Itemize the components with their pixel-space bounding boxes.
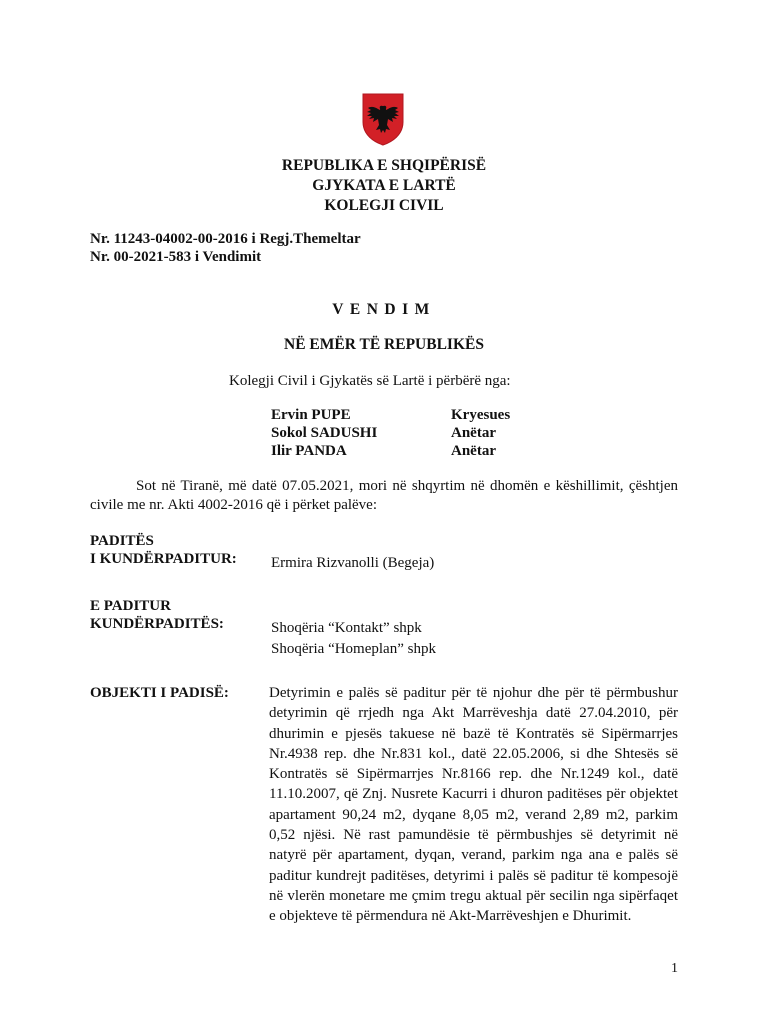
composition-statement: Kolegji Civil i Gjykatës së Lartë i përbërë nga: — [229, 373, 511, 389]
judge-row — [271, 424, 510, 442]
judge-row — [271, 442, 510, 460]
page-number: 1 — [671, 961, 678, 976]
defendant-label — [90, 597, 224, 633]
intro-paragraph-text: Sot në Tiranë, më datë 07.05.2021, mori në shqyrtim në dhomën e këshillimit, çështjen civile me nr. Akti 4002-2016 që i përket palëve: — [90, 478, 678, 513]
document-title: VENDIM — [332, 301, 436, 318]
judges-panel — [271, 406, 510, 460]
defendant-name: Shoqëria “Kontakt” shpk — [271, 620, 422, 636]
plaintiff-label-line1: PADITËS — [90, 533, 154, 549]
header-court: GJYKATA E LARTË — [312, 177, 456, 194]
lawsuit-object-text: Detyrimin e palës së paditur për të njohur dhe për të përmbushur detyrimin që rrjedh nga Akt Marrëveshja datë 27.04.2010, për dhurimin e pjesës takuese në bazë të Kontratës së Sipërmarrjes Nr.4938 rep. dhe Nr.831 kol., datë 22.05.2006, si dhe Shtesës së Kontratës së Sipërmarrjes Nr.8166 rep. dhe Nr.1249 kol., datë 11.10.2007, që Znj. Nusrete Kacurri i dhuron paditëses për objektet apartament 90,24 m2, dyqane 8,05 m2, verand 2,89 m2, parkim 0,52 njësi. Në rast pamundësie të përmbushjes së detyrimit në natyrë për apartament, dyqan, verand, parkim nga ana e palës së paditur kundrejt paditëses, detyrimi i palës së paditur të kompesojë në vlerën monetare me çmim tregu aktual për secilin nga sipërfaqet e objekteve të përmendura në Akt-Marrëveshjen e Dhurimit. — [269, 685, 678, 925]
judge-role: Anëtar — [451, 425, 496, 441]
judge-name: Ilir PANDA — [271, 443, 347, 459]
registry-number-vendimit: Nr. 00-2021-583 i Vendimit — [90, 249, 262, 265]
albanian-eagle-emblem-icon — [361, 92, 405, 146]
plaintiff-name: Ermira Rizvanolli (Begeja) — [271, 555, 435, 571]
plaintiff-label-line2: I KUNDËRPADITUR: — [90, 551, 237, 567]
intro-paragraph — [90, 477, 678, 514]
judge-row — [271, 406, 510, 424]
defendant-label-line2: KUNDËRPADITËS: — [90, 616, 224, 632]
registry-numbers — [90, 230, 361, 266]
judge-role: Kryesues — [451, 407, 511, 423]
plaintiff-label — [90, 532, 237, 568]
header-republic: REPUBLIKA E SHQIPËRISË — [281, 157, 487, 174]
document-subtitle: NË EMËR TË REPUBLIKËS — [284, 336, 484, 353]
court-header — [0, 156, 768, 216]
lawsuit-object-label: OBJEKTI I PADISË: — [90, 685, 229, 701]
judge-name: Sokol SADUSHI — [271, 425, 378, 441]
defendant-label-line1: E PADITUR — [90, 598, 171, 614]
header-college: KOLEGJI CIVIL — [324, 197, 444, 214]
judge-role: Anëtar — [451, 443, 496, 459]
judge-name: Ervin PUPE — [271, 407, 351, 423]
registry-number-themeltar: Nr. 11243-04002-00-2016 i Regj.Themeltar — [90, 231, 361, 247]
defendant-names — [271, 619, 436, 658]
defendant-name: Shoqëria “Homeplan” shpk — [271, 641, 436, 657]
